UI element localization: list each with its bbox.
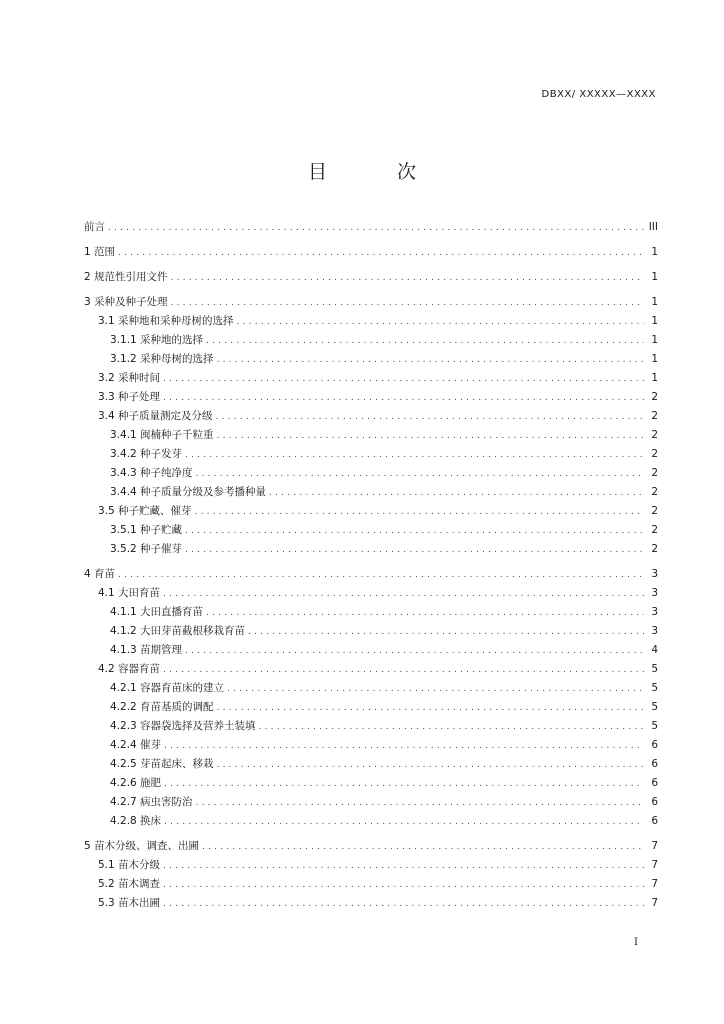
toc-entry-label: 3.4.2 种子发芽 (110, 448, 183, 460)
table-of-contents (84, 218, 658, 913)
toc-entry-page: 2 (651, 486, 658, 498)
toc-leader-dots (217, 427, 644, 445)
toc-entry[interactable] (84, 603, 658, 622)
toc-entry[interactable] (84, 812, 658, 831)
toc-entry[interactable] (84, 875, 658, 894)
toc-entry-page: 3 (651, 625, 658, 637)
toc-entry-page: 1 (651, 334, 658, 346)
toc-leader-dots (163, 857, 644, 875)
toc-leader-dots (185, 541, 644, 559)
toc-leader-dots (196, 465, 644, 483)
toc-leader-dots (108, 219, 644, 237)
toc-entry-page: 6 (651, 796, 658, 808)
toc-leader-dots (163, 370, 644, 388)
toc-entry-label: 4 育苗 (84, 568, 116, 580)
toc-entry-page: 2 (651, 505, 658, 517)
toc-entry-page: 6 (651, 815, 658, 827)
toc-entry-label: 4.2.1 容器育苗床的建立 (110, 682, 225, 694)
toc-entry-page: 2 (651, 448, 658, 460)
toc-leader-dots (118, 566, 644, 584)
toc-leader-dots (185, 642, 644, 660)
toc-entry[interactable] (84, 243, 658, 262)
toc-entry[interactable] (84, 698, 658, 717)
toc-entry-label: 1 范围 (84, 246, 116, 258)
toc-entry-label: 3.4.4 种子质量分级及参考播种量 (110, 486, 267, 498)
toc-entry[interactable] (84, 540, 658, 559)
toc-entry-label: 3 采种及种子处理 (84, 296, 168, 308)
toc-entry[interactable] (84, 679, 658, 698)
toc-leader-dots (164, 775, 644, 793)
toc-entry-page: 7 (651, 878, 658, 890)
toc-leader-dots (171, 269, 644, 287)
toc-entry[interactable] (84, 774, 658, 793)
toc-entry-page: 3 (651, 587, 658, 599)
toc-leader-dots (195, 503, 644, 521)
toc-leader-dots (171, 294, 644, 312)
toc-leader-dots (206, 332, 644, 350)
toc-leader-dots (217, 756, 644, 774)
toc-entry-label: 4.2.6 施肥 (110, 777, 162, 789)
toc-leader-dots (259, 718, 644, 736)
toc-entry-label: 4.1.1 大田直播育苗 (110, 606, 204, 618)
toc-entry[interactable] (84, 388, 658, 407)
toc-leader-dots (185, 522, 644, 540)
toc-entry-label: 3.1.2 采种母树的选择 (110, 353, 214, 365)
toc-leader-dots (216, 408, 644, 426)
toc-entry[interactable] (84, 464, 658, 483)
toc-entry-label: 4.2.2 育苗基质的调配 (110, 701, 214, 713)
toc-entry-page: 1 (651, 246, 658, 258)
toc-entry[interactable] (84, 445, 658, 464)
toc-leader-dots (118, 244, 644, 262)
toc-entry-page: 2 (651, 467, 658, 479)
toc-entry-label: 4.2.8 换床 (110, 815, 162, 827)
toc-entry-page: 5 (651, 701, 658, 713)
toc-entry[interactable] (84, 622, 658, 641)
toc-entry-label: 3.5.1 种子贮藏 (110, 524, 183, 536)
toc-entry[interactable] (84, 565, 658, 584)
toc-entry[interactable] (84, 407, 658, 426)
toc-entry-label: 3.4 种子质量测定及分级 (98, 410, 213, 422)
toc-entry-label: 5 苗木分级、调查、出圃 (84, 840, 200, 852)
toc-leader-dots (217, 699, 644, 717)
toc-leader-dots (163, 895, 644, 913)
toc-entry-label: 4.1.3 苗期管理 (110, 644, 183, 656)
toc-leader-dots (217, 351, 644, 369)
toc-entry-page: 2 (651, 410, 658, 422)
toc-entry-page: III (648, 221, 658, 233)
toc-leader-dots (163, 876, 644, 894)
toc-entry[interactable] (84, 331, 658, 350)
toc-entry[interactable] (84, 755, 658, 774)
toc-entry-label: 4.2.4 催芽 (110, 739, 162, 751)
toc-entry[interactable] (84, 736, 658, 755)
toc-entry[interactable] (84, 502, 658, 521)
toc-entry[interactable] (84, 293, 658, 312)
toc-entry[interactable] (84, 521, 658, 540)
toc-entry-page: 7 (651, 897, 658, 909)
toc-leader-dots (269, 484, 644, 502)
toc-entry-page: 1 (651, 372, 658, 384)
page-number: I (634, 937, 638, 948)
toc-entry-label: 4.2.3 容器袋选择及营养土装填 (110, 720, 256, 732)
standard-code: DBXX/ XXXXX—XXXX (541, 89, 656, 100)
toc-entry-page: 6 (651, 777, 658, 789)
toc-leader-dots (163, 389, 644, 407)
toc-leader-dots (206, 604, 644, 622)
toc-entry-label: 4.2.7 病虫害防治 (110, 796, 193, 808)
toc-entry-label: 4.2 容器育苗 (98, 663, 161, 675)
toc-leader-dots (227, 680, 644, 698)
toc-entry-page: 5 (651, 682, 658, 694)
toc-entry-page: 1 (651, 296, 658, 308)
toc-leader-dots (248, 623, 644, 641)
toc-entry-page: 5 (651, 720, 658, 732)
toc-entry-page: 7 (651, 859, 658, 871)
toc-leader-dots (164, 813, 644, 831)
toc-leader-dots (185, 446, 644, 464)
toc-entry-page: 1 (651, 271, 658, 283)
toc-entry-label: 3.5 种子贮藏、催芽 (98, 505, 192, 517)
toc-leader-dots (202, 838, 644, 856)
toc-entry[interactable] (84, 483, 658, 502)
toc-entry[interactable] (84, 218, 658, 237)
toc-entry[interactable] (84, 717, 658, 736)
toc-entry-label: 2 规范性引用文件 (84, 271, 168, 283)
toc-entry-page: 2 (651, 543, 658, 555)
toc-entry-label: 4.2.5 芽苗起床、移栽 (110, 758, 214, 770)
toc-entry-page: 1 (651, 353, 658, 365)
toc-entry-label: 前言 (84, 221, 105, 233)
toc-entry[interactable] (84, 837, 658, 856)
toc-entry-page: 1 (651, 315, 658, 327)
toc-leader-dots (237, 313, 644, 331)
toc-entry-label: 3.2 采种时间 (98, 372, 161, 384)
toc-entry[interactable] (84, 641, 658, 660)
toc-entry-label: 5.3 苗木出圃 (98, 897, 161, 909)
toc-leader-dots (163, 661, 644, 679)
toc-entry-label: 5.1 苗木分级 (98, 859, 161, 871)
toc-entry-label: 3.5.2 种子催芽 (110, 543, 183, 555)
toc-entry-page: 2 (651, 524, 658, 536)
toc-entry-page: 7 (651, 840, 658, 852)
toc-entry-page: 2 (651, 429, 658, 441)
toc-entry[interactable] (84, 369, 658, 388)
toc-entry[interactable] (84, 660, 658, 679)
toc-entry-page: 5 (651, 663, 658, 675)
toc-entry[interactable] (84, 894, 658, 913)
toc-entry-label: 3.1 采种地和采种母树的选择 (98, 315, 234, 327)
toc-entry-label: 4.1.2 大田芽苗截根移栽育苗 (110, 625, 246, 637)
toc-leader-dots (164, 737, 644, 755)
toc-entry-page: 6 (651, 739, 658, 751)
toc-entry-page: 2 (651, 391, 658, 403)
toc-leader-dots (196, 794, 644, 812)
toc-entry-label: 5.2 苗木调查 (98, 878, 161, 890)
page-title: 目 次 (307, 161, 449, 183)
toc-entry[interactable] (84, 426, 658, 445)
toc-entry-label: 3.3 种子处理 (98, 391, 161, 403)
toc-entry-label: 3.4.3 种子纯净度 (110, 467, 193, 479)
toc-entry[interactable] (84, 268, 658, 287)
toc-leader-dots (163, 585, 644, 603)
toc-entry-page: 4 (651, 644, 658, 656)
toc-entry-label: 3.1.1 采种地的选择 (110, 334, 204, 346)
toc-entry-label: 4.1 大田育苗 (98, 587, 161, 599)
toc-entry[interactable] (84, 312, 658, 331)
toc-entry[interactable] (84, 350, 658, 369)
toc-entry[interactable] (84, 584, 658, 603)
toc-entry[interactable] (84, 793, 658, 812)
toc-entry-label: 3.4.1 闽楠种子千粒重 (110, 429, 214, 441)
toc-entry-page: 3 (651, 606, 658, 618)
toc-entry-page: 3 (651, 568, 658, 580)
toc-entry[interactable] (84, 856, 658, 875)
toc-entry-page: 6 (651, 758, 658, 770)
